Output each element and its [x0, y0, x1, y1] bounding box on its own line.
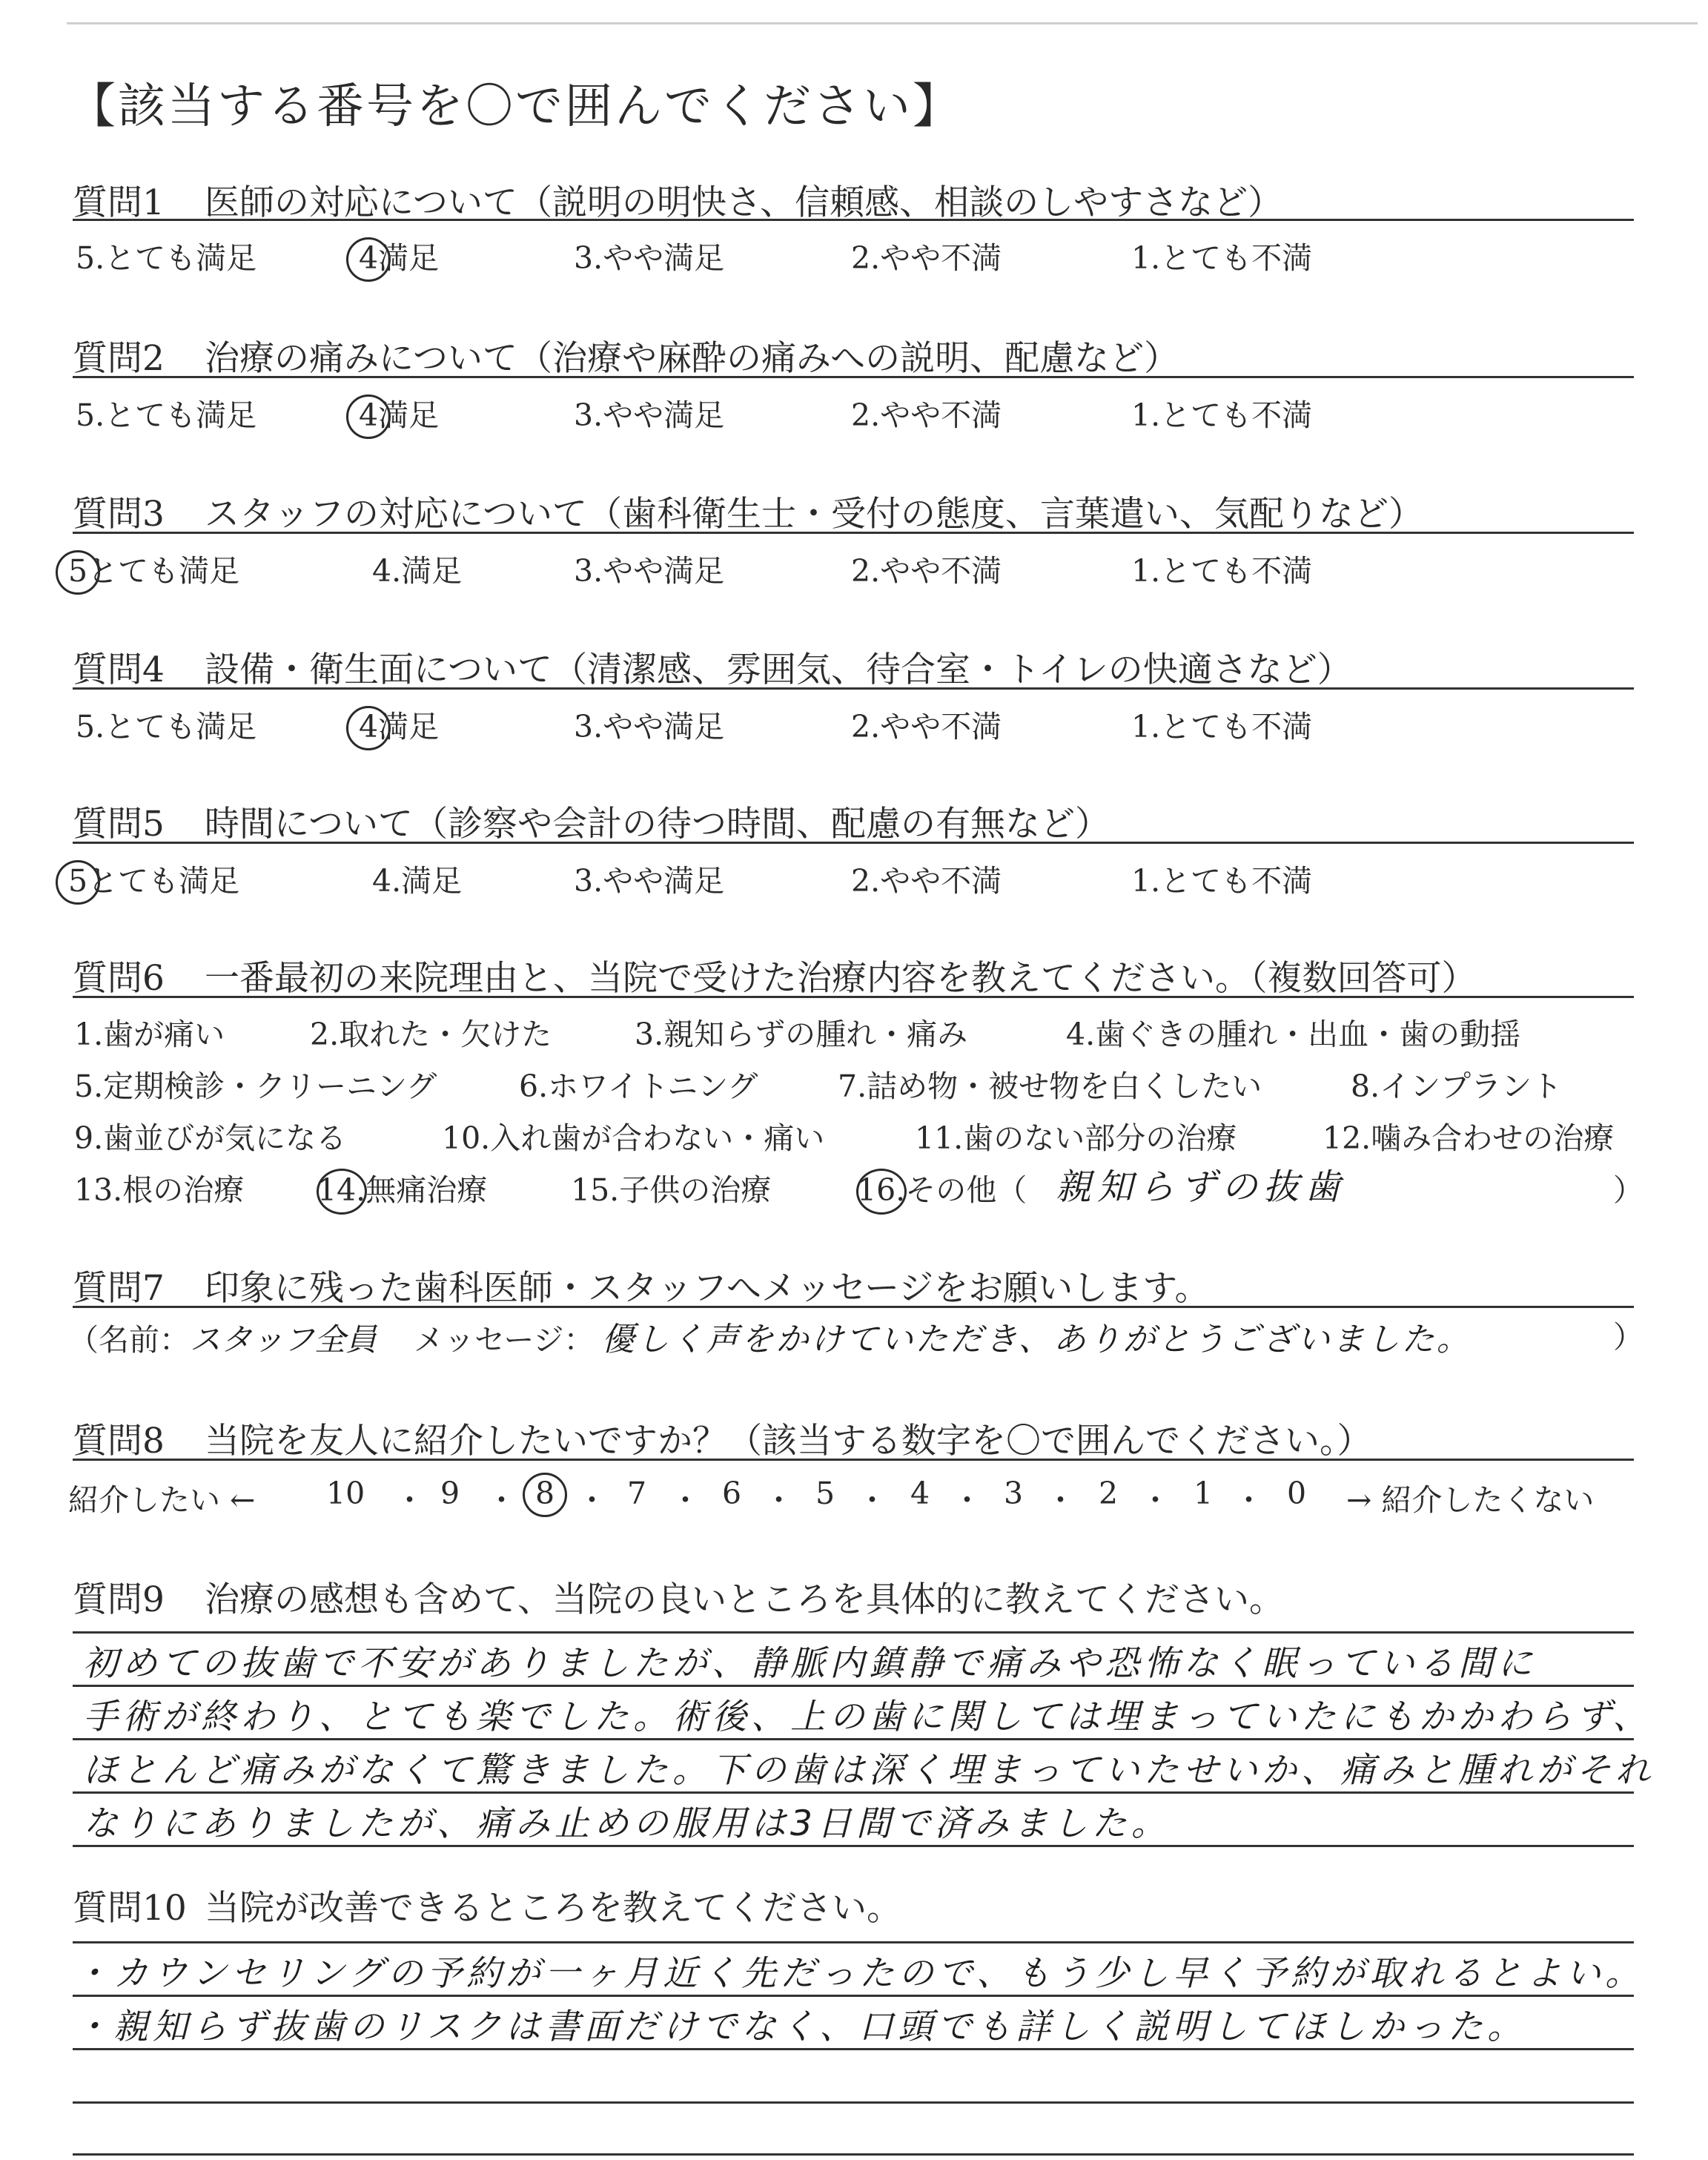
dot: ・: [486, 1482, 517, 1518]
dot: ・: [952, 1482, 982, 1518]
checkbox-option[interactable]: 4.歯ぐきの腫れ・出血・歯の動揺: [1066, 1017, 1521, 1052]
scale-left-label: 紹介したい ←: [68, 1482, 256, 1518]
score-3[interactable]: 3: [1004, 1476, 1024, 1511]
option-4[interactable]: 4.満足: [372, 553, 463, 589]
option-5-selected[interactable]: 5とても満足: [68, 553, 240, 589]
checkbox-option-selected[interactable]: 14.無痛治療: [317, 1172, 488, 1208]
rule: [73, 1791, 1634, 1794]
other-handwritten: 親知らずの抜歯: [1056, 1166, 1347, 1208]
rule: [73, 996, 1634, 998]
option-4[interactable]: 4.満足: [372, 863, 463, 899]
dot: ・: [1140, 1482, 1171, 1518]
answer-line: ほとんど痛みがなくて驚きました。下の歯は深く埋まっていたせいか、痛みと腫れがそれ: [83, 1750, 1655, 1791]
checkbox-option[interactable]: 5.定期検診・クリーニング: [74, 1069, 437, 1104]
option-3[interactable]: 3.やや満足: [574, 553, 725, 589]
rule: [73, 2048, 1634, 2050]
option-3[interactable]: 3.やや満足: [574, 240, 725, 276]
checkbox-option[interactable]: 13.根の治療: [74, 1172, 245, 1208]
question-3-title: 質問3 スタッフの対応について（歯科衛生士・受付の態度、言葉遣い、気配りなど）: [73, 494, 1424, 535]
question-2-title: 質問2 治療の痛みについて（治療や麻酔の痛みへの説明、配慮など）: [73, 338, 1179, 379]
answer-line: ・カウンセリングの予約が一ヶ月近く先だったので、もう少し早く予約が取れるとよい。: [74, 1953, 1645, 1994]
circled-number: 14.: [317, 1172, 366, 1208]
scale-right-label: → 紹介したくない: [1346, 1482, 1595, 1518]
circled-number: 4: [359, 397, 379, 433]
dot: ・: [1234, 1482, 1264, 1518]
option-5[interactable]: 5.とても満足: [76, 240, 257, 276]
option-1[interactable]: 1.とても不満: [1131, 709, 1313, 744]
option-4-selected[interactable]: 4満足: [359, 240, 440, 276]
checkbox-option[interactable]: 10.入れ歯が合わない・痛い: [442, 1120, 825, 1156]
message-line: （名前：スタッフ全員 メッセージ： 優しく声をかけていただき、ありがとうございました。: [68, 1321, 1472, 1358]
rule: [73, 1845, 1634, 1847]
option-1[interactable]: 1.とても不満: [1131, 553, 1313, 589]
score-7[interactable]: 7: [627, 1476, 647, 1511]
question-text: 医師の対応について（説明の明快さ、信頼感、相談のしやすさなど）: [205, 182, 1283, 223]
checkbox-option[interactable]: 9.歯並びが気になる: [74, 1120, 347, 1156]
option-4-selected[interactable]: 4満足: [359, 709, 440, 744]
close-paren: ）: [1613, 1172, 1644, 1208]
circled-number: 5: [68, 863, 88, 899]
answer-line: 手術が終わり、とても楽でした。術後、上の歯に関しては埋まっていたにもかかわらず、: [83, 1697, 1652, 1737]
answer-line: ・親知らず抜歯のリスクは書面だけでなく、口頭でも詳しく説明してほしかった。: [74, 2007, 1527, 2047]
rule: [73, 1738, 1634, 1740]
checkbox-option[interactable]: 2.取れた・欠けた: [310, 1017, 552, 1052]
score-2[interactable]: 2: [1099, 1476, 1119, 1511]
question-4-title: 質問4 設備・衛生面について（清潔感、雰囲気、待合室・トイレの快適さなど）: [73, 650, 1352, 690]
rule: [73, 1459, 1634, 1461]
circled-number: 5: [68, 553, 88, 589]
top-divider: [67, 22, 1698, 24]
rule: [73, 2153, 1634, 2156]
checkbox-option[interactable]: 7.詰め物・被せ物を白くしたい: [838, 1069, 1262, 1104]
option-2[interactable]: 2.やや不満: [851, 553, 1002, 589]
circled-number: 4: [359, 709, 379, 744]
option-5[interactable]: 5.とても満足: [76, 709, 257, 744]
circled-number: 16.: [857, 1172, 906, 1208]
option-1[interactable]: 1.とても不満: [1131, 240, 1313, 276]
option-3[interactable]: 3.やや満足: [574, 709, 725, 744]
score-8-selected[interactable]: [535, 1476, 555, 1511]
checkbox-option[interactable]: 6.ホワイトニング: [519, 1069, 758, 1104]
option-4-selected[interactable]: 4満足: [359, 397, 440, 433]
rule: [73, 1995, 1634, 1997]
score-6[interactable]: 6: [722, 1476, 742, 1511]
rule: [73, 1685, 1634, 1687]
checkbox-option-selected[interactable]: 16.その他（: [857, 1172, 1027, 1208]
rule: [73, 1306, 1634, 1308]
checkbox-option[interactable]: 1.歯が痛い: [74, 1017, 225, 1052]
rule: [73, 1941, 1634, 1943]
answer-line: 初めての抜歯で不安がありましたが、静脈内鎮静で痛みや恐怖なく眠っている間に: [83, 1643, 1537, 1684]
dot: ・: [394, 1482, 425, 1518]
rule: [73, 2101, 1634, 2104]
question-7-title: 質問7 印象に残った歯科医師・スタッフへメッセージをお願いします。: [73, 1268, 1210, 1309]
score-5[interactable]: 5: [815, 1476, 835, 1511]
checkbox-option[interactable]: 3.親知らずの腫れ・痛み: [635, 1017, 968, 1052]
score-9[interactable]: 9: [440, 1476, 460, 1511]
name-handwritten: スタッフ全員: [190, 1321, 377, 1358]
option-5[interactable]: 5.とても満足: [76, 397, 257, 433]
rule: [73, 376, 1634, 378]
option-1[interactable]: 1.とても不満: [1131, 397, 1313, 433]
option-2[interactable]: 2.やや不満: [851, 863, 1002, 899]
rule: [73, 1631, 1634, 1634]
dot: ・: [670, 1482, 701, 1518]
score-4[interactable]: 4: [910, 1476, 930, 1511]
rule: [73, 532, 1634, 534]
checkbox-option[interactable]: 11.歯のない部分の治療: [915, 1120, 1237, 1156]
score-0[interactable]: 0: [1287, 1476, 1307, 1511]
option-3[interactable]: 3.やや満足: [574, 863, 725, 899]
close-paren: ）: [1613, 1319, 1644, 1355]
dot: ・: [764, 1482, 794, 1518]
question-10-title: 質問10 当院が改善できるところを教えてください。: [73, 1888, 901, 1929]
question-9-title: 質問9 治療の感想も含めて、当院の良いところを具体的に教えてください。: [73, 1579, 1285, 1620]
question-6-title: 質問6 一番最初の来院理由と、当院で受けた治療内容を教えてください。（複数回答可）: [73, 958, 1477, 999]
message-handwritten: 優しく声をかけていただき、ありがとうございました。: [601, 1321, 1472, 1358]
dot: ・: [1045, 1482, 1076, 1518]
question-number: 質問1: [73, 182, 165, 223]
checkbox-option[interactable]: 12.噛み合わせの治療: [1323, 1120, 1615, 1156]
option-1[interactable]: 1.とても不満: [1131, 863, 1313, 899]
score-1[interactable]: 1: [1194, 1476, 1214, 1511]
option-2[interactable]: 2.やや不満: [851, 240, 1002, 276]
option-3[interactable]: 3.やや満足: [574, 397, 725, 433]
dot: ・: [577, 1482, 607, 1518]
option-5-selected[interactable]: 5とても満足: [68, 863, 240, 899]
option-2[interactable]: 2.やや不満: [851, 709, 1002, 744]
circled-number: 4: [359, 240, 379, 276]
answer-line: なりにありましたが、痛み止めの服用は3日間で済みました。: [83, 1803, 1171, 1844]
rule: [73, 842, 1634, 844]
score-10[interactable]: 10: [326, 1476, 365, 1511]
option-2[interactable]: 2.やや不満: [851, 397, 1002, 433]
question-1-title: [73, 175, 1282, 225]
question-5-title: 質問5 時間について（診察や会計の待つ時間、配慮の有無など）: [73, 804, 1110, 845]
checkbox-option[interactable]: 15.子供の治療: [571, 1172, 772, 1208]
rule: [73, 219, 1634, 221]
page-title: 【該当する番号を〇で囲んでください】: [68, 79, 962, 134]
checkbox-option[interactable]: 8.インプラント: [1351, 1069, 1563, 1104]
question-8-title: 質問8 当院を友人に紹介したいですか？（該当する数字を〇で囲んでください。）: [73, 1421, 1372, 1462]
rule: [73, 687, 1634, 690]
circled-number: 8: [535, 1476, 555, 1511]
dot: ・: [857, 1482, 887, 1518]
